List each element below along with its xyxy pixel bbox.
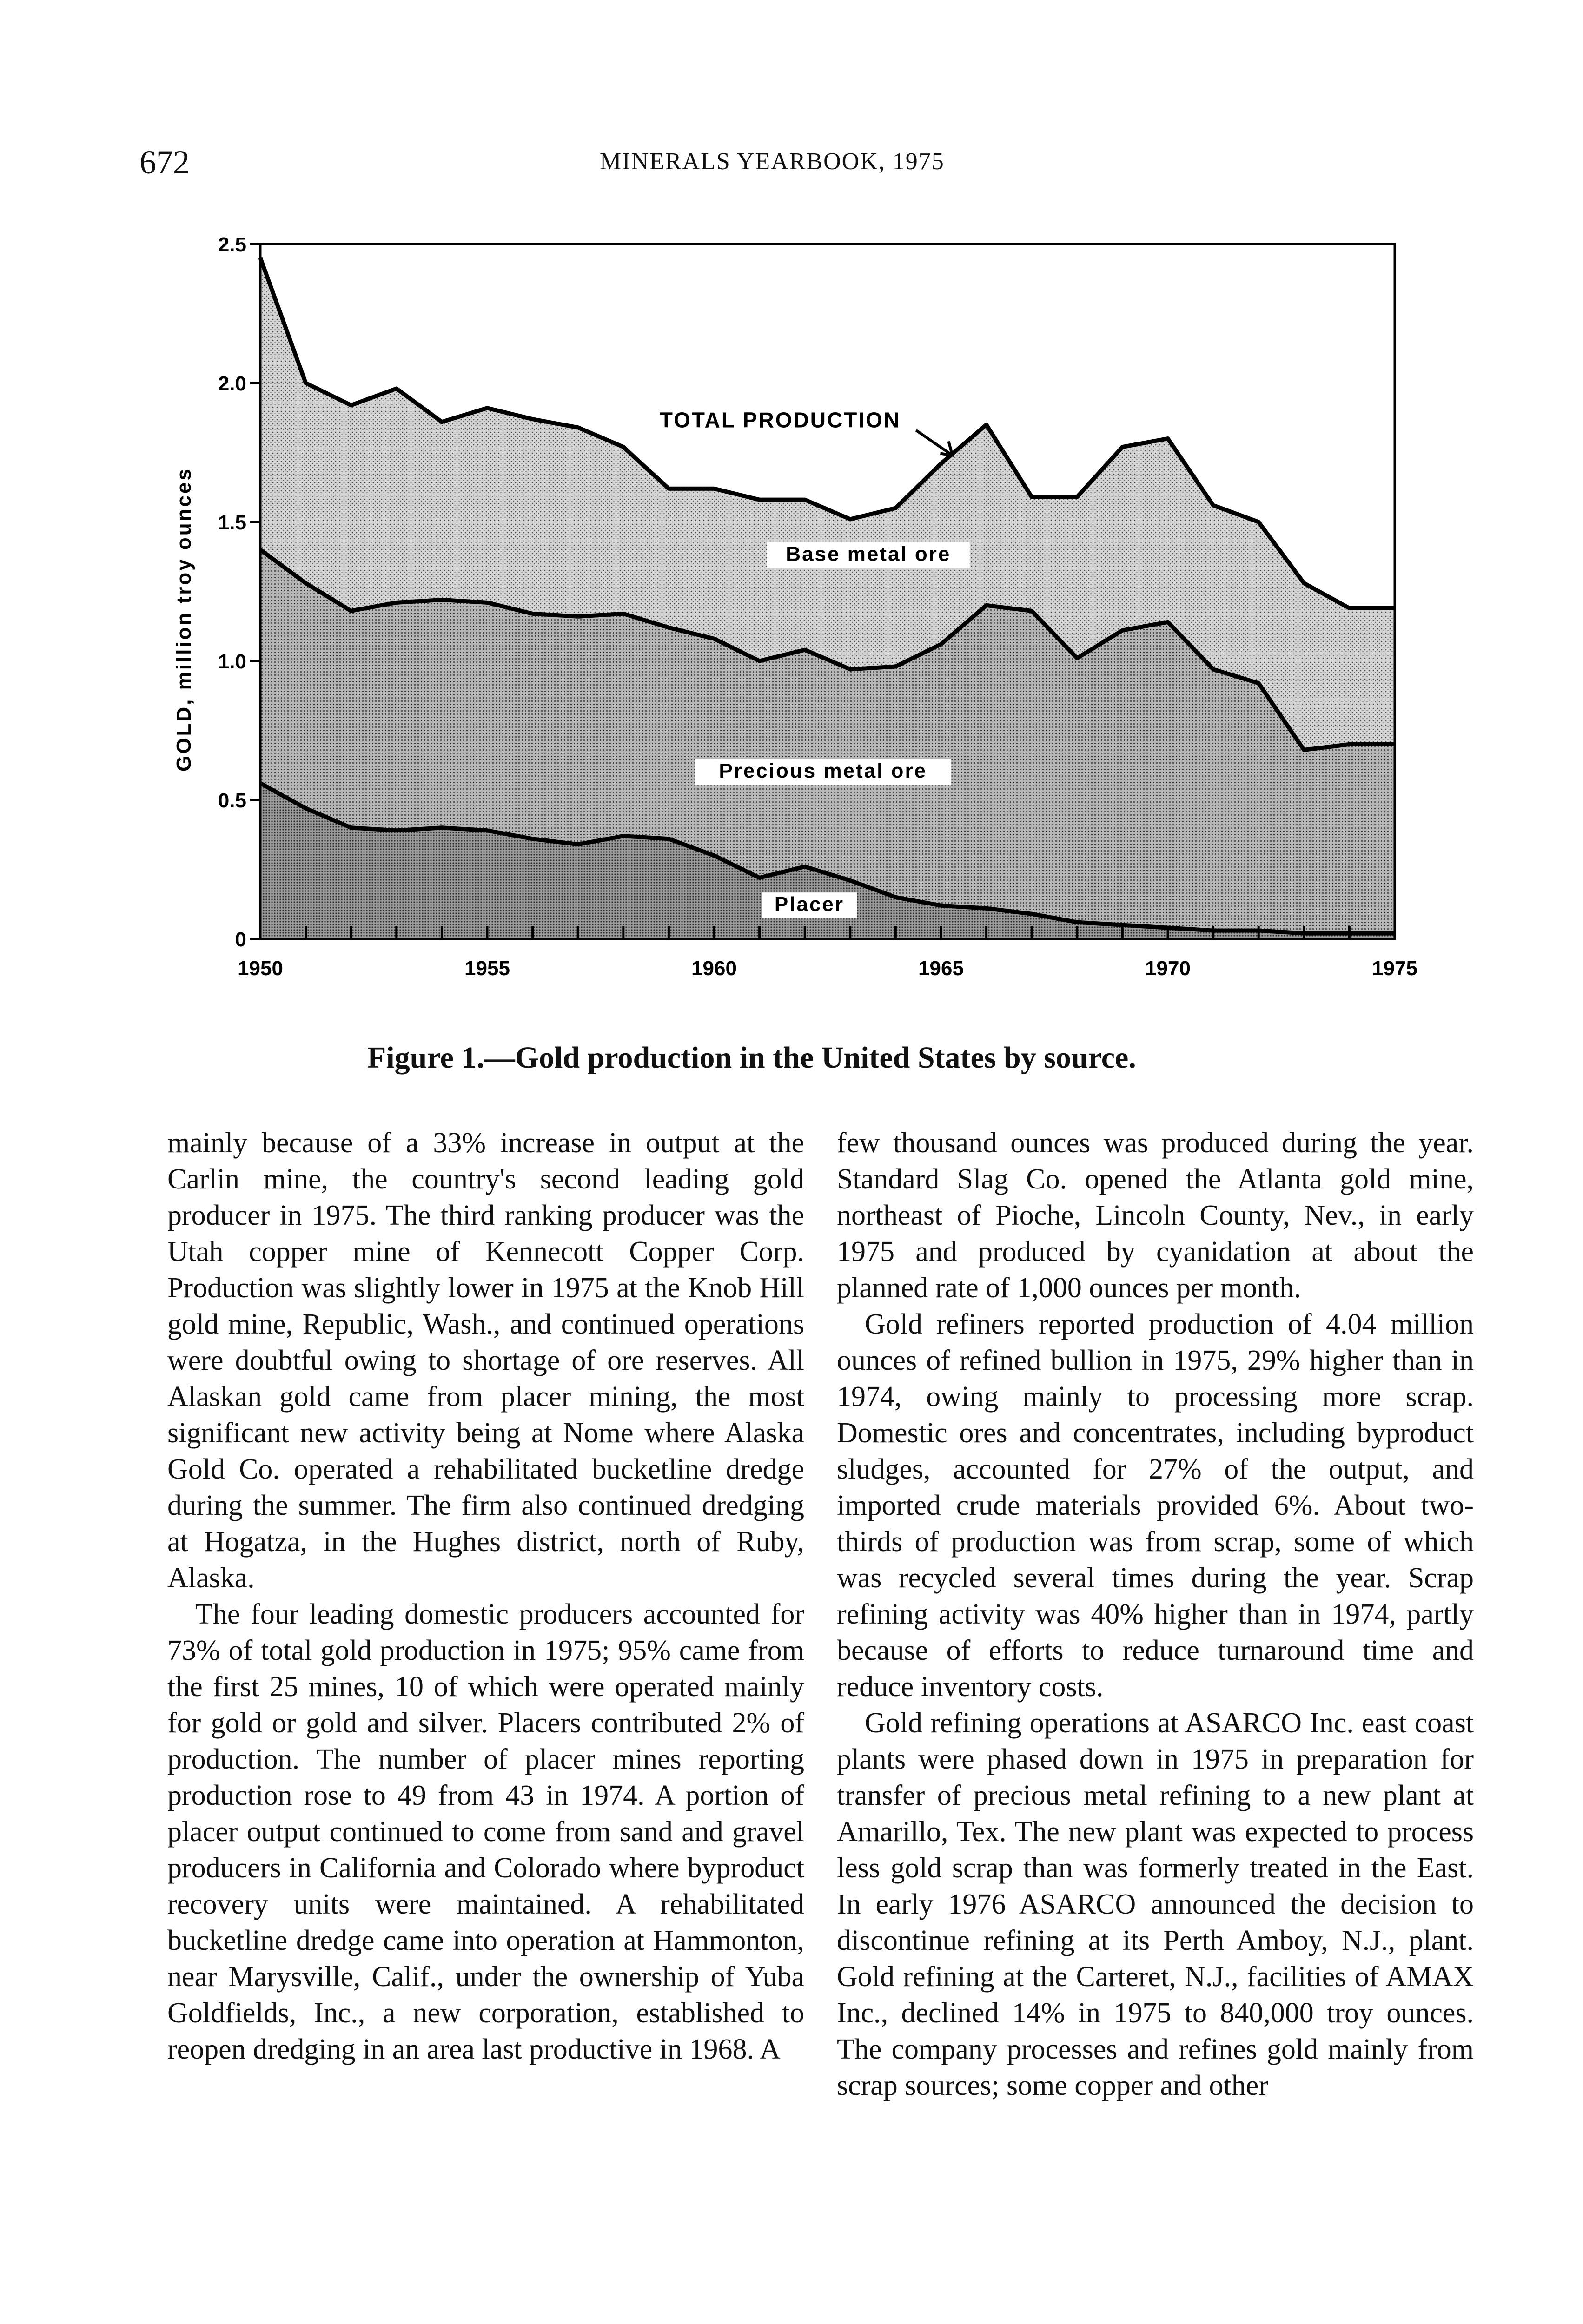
right-column bbox=[837, 1125, 1474, 2104]
y-axis-label: GOLD, million troy ounces bbox=[172, 467, 195, 772]
x-tick-label: 1970 bbox=[1145, 957, 1191, 980]
page-number: 672 bbox=[139, 144, 190, 181]
x-tick-label: 1975 bbox=[1372, 957, 1417, 980]
y-tick-label: 1.0 bbox=[218, 650, 246, 673]
base-metal-ore-label-text: Base metal ore bbox=[786, 542, 951, 566]
placer-label bbox=[762, 892, 857, 918]
total-production-label: TOTAL PRODUCTION bbox=[659, 408, 901, 432]
right-paragraph-2: Gold refiners reported production of 4.04 million ounces of refined bullion in 1975, 29% higher than in 1974, owing mainly to processing more scrap. Domestic ores and concentrates, including byproduct sludges, accounted for 27% of the output, and imported crude materials provided 6%. About two-thirds of production was from scrap, some of which was recycled several times during the year. Scrap refining activity was 40% higher than in 1974, partly because of efforts to reduce turnaround time and reduce inventory costs. bbox=[837, 1308, 1474, 1703]
x-tick-label: 1950 bbox=[238, 957, 283, 980]
running-head: MINERALS YEARBOOK, 1975 bbox=[600, 148, 945, 175]
precious-metal-ore-label bbox=[695, 759, 951, 785]
placer-label-text: Placer bbox=[774, 893, 845, 916]
x-tick-label: 1965 bbox=[918, 957, 964, 980]
x-tick-label: 1955 bbox=[464, 957, 510, 980]
y-tick-label: 0.5 bbox=[218, 789, 246, 812]
x-tick-label: 1960 bbox=[691, 957, 737, 980]
precious-metal-ore-label-text: Precious metal ore bbox=[719, 759, 927, 783]
y-tick-label: 2.5 bbox=[218, 233, 246, 256]
figure-caption: Figure 1.—Gold production in the United States by source. bbox=[367, 1041, 1136, 1075]
total-production-arrow bbox=[916, 430, 952, 456]
base-metal-ore-label bbox=[767, 542, 970, 568]
right-paragraph-3: Gold refining operations at ASARCO Inc. east coast plants were phased down in 1975 in preparation for transfer of precious metal refining to a new plant at Amarillo, Tex. The new plant was expected to process less gold scrap than was formerly treated in the East. In early 1976 ASARCO announced the decision to discontinue refining at its Perth Amboy, N.J., plant. Gold refining at the Carteret, N.J., facilities of AMAX Inc., declined 14% in 1975 to 840,000 troy ounces. The company processes and refines gold mainly from scrap sources; some copper and other bbox=[837, 1707, 1474, 2101]
y-tick-label: 0 bbox=[235, 928, 246, 951]
left-paragraph-2: The four leading domestic producers accounted for 73% of total gold production in 1975; 95% came from the first 25 mines, 10 of which were operated mainly for gold or gold and silver. Placers contributed 2% of production. The number of placer mines reporting production rose to 49 from 43 in 1974. A portion of placer output continued to come from sand and gravel producers in California and Colorado where byproduct recovery units were maintained. A rehabilitated bucketline dredge came into operation at Hammonton, near Marysville, Calif., under the ownership of Yuba Goldfields, Inc., a new corporation, established to reopen dredging in an area last productive in 1968. A bbox=[167, 1598, 804, 2065]
y-tick-label: 1.5 bbox=[218, 511, 246, 534]
y-tick-label: 2.0 bbox=[218, 372, 246, 395]
gold-production-chart bbox=[0, 0, 1583, 1023]
left-paragraph-1: mainly because of a 33% increase in output at the Carlin mine, the country's second leading gold producer in 1975. The third ranking producer was the Utah copper mine of Kennecott Copper Corp. Production was slightly lower in 1975 at the Knob Hill gold mine, Republic, Wash., and continued operations were doubtful owing to shortage of ore reserves. All Alaskan gold came from placer mining, the most significant new activity being at Nome where Alaska Gold Co. operated a rehabilitated bucketline dredge during the summer. The firm also continued dredging at Hogatza, in the Hughes district, north of Ruby, Alaska. bbox=[167, 1127, 804, 1594]
right-paragraph-1: few thousand ounces was produced during the year. Standard Slag Co. opened the Atlanta gold mine, northeast of Pioche, Lincoln County, Nev., in early 1975 and produced by cyanidation at about the planned rate of 1,000 ounces per month. bbox=[837, 1127, 1474, 1304]
left-column bbox=[167, 1125, 804, 2067]
